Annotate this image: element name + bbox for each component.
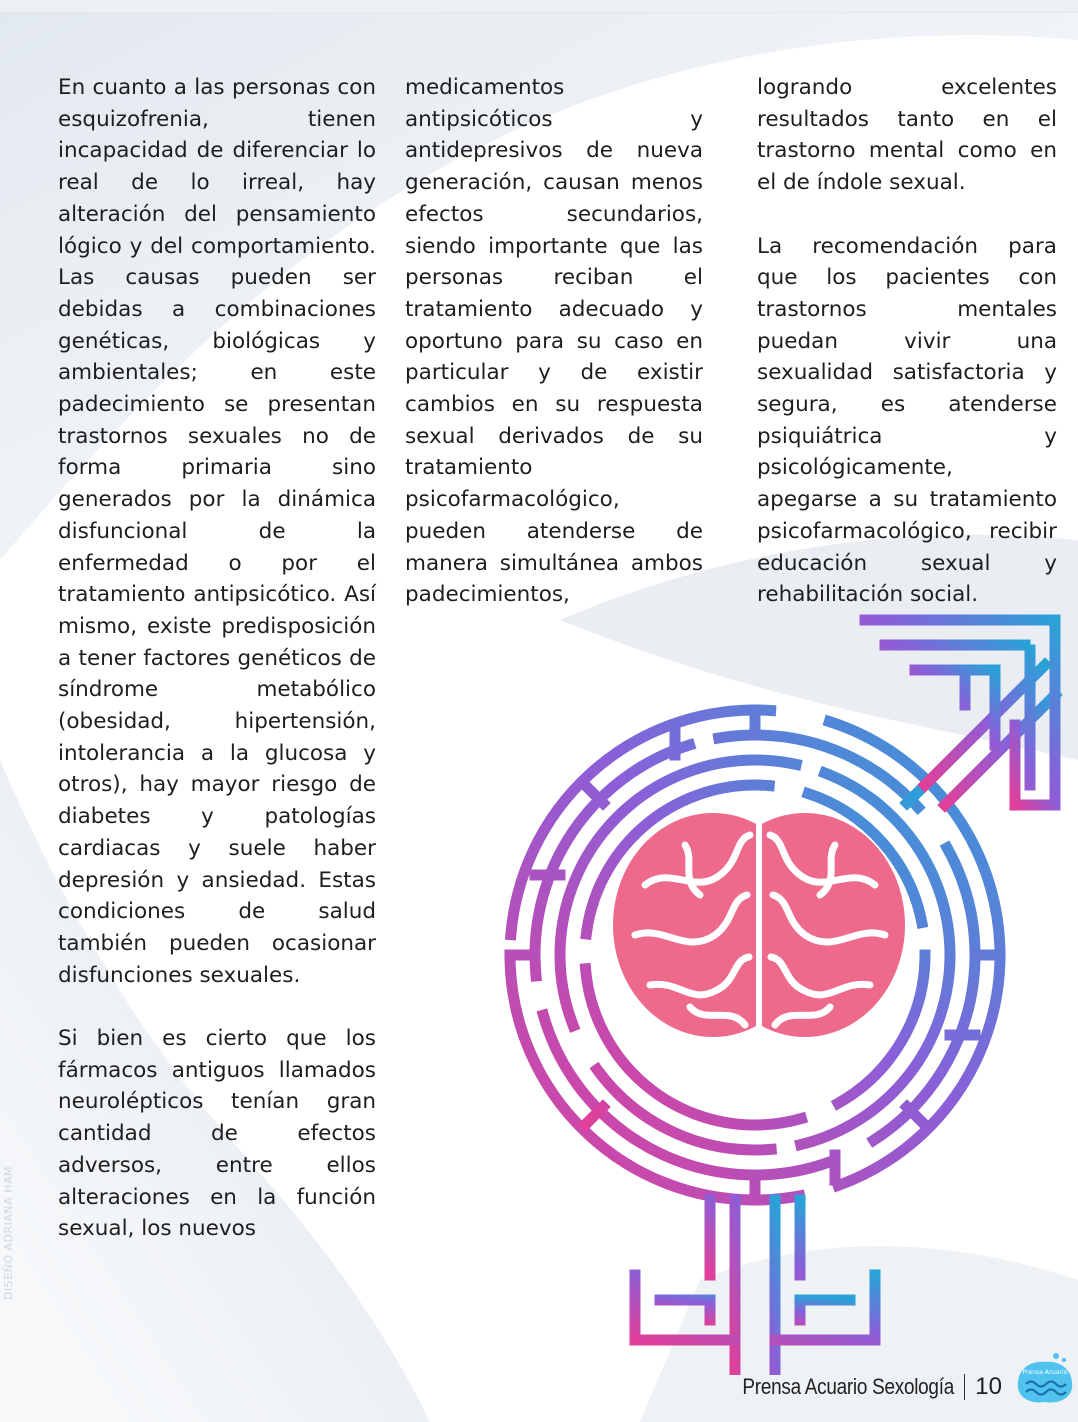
paragraph: En cuanto a las personas con esquizofrenia, tienen incapacidad de diferenciar lo real de lo irreal, hay alteración del pensamiento lógico y del comportamiento. Las causas pueden ser debidas a combinaciones genéticas, biológicas y ambientales; en este padecimiento se presentan trastornos sexuales no de forma primaria sino generados por la dinámica disfuncional de la enfermedad o por el tratamiento antipsicótico. Así mismo, existe predisposición a tener factores genéticos de síndrome metabólico (obesidad, hipertensión, intolerancia a la glucosa y otros), hay mayor riesgo de diabetes y patologías cardiacas y suele haber depresión y ansiedad. Estas condiciones de salud también pueden ocasionar disfunciones sexuales.: [58, 75, 376, 988]
logo-text: Prensa Acuario: [1022, 1369, 1068, 1376]
paragraph: logrando excelentes resultados tanto en el trastorno mental como en el de índole sexual.: [757, 75, 1057, 196]
page-number: 10: [975, 1373, 1002, 1400]
paragraph: Si bien es cierto que los fármacos antiguos llamados neurolépticos tenían gran cantidad de efectos adversos, entre ellos alteraciones en la función sexual, los nuevos: [58, 1026, 376, 1242]
text-column-3: [757, 72, 1057, 643]
footer-divider: [964, 1374, 965, 1400]
text-column-2: [405, 72, 703, 643]
top-bar: [0, 0, 1078, 13]
gender-maze-symbol-icon: [455, 595, 1078, 1375]
prensa-acuario-logo-icon: [1012, 1350, 1078, 1406]
text-column-1: [58, 72, 376, 1277]
paragraph: La recomendación para que los pacientes con trastornos mentales puedan vivir una sexualidad satisfactoria y segura, es atenderse psiquiátrica y psicológicamente, apegarse a su tratamiento psicofarmacológico, recibir educación sexual y rehabilitación social.: [757, 233, 1057, 608]
publication-name: Prensa Acuario Sexología: [742, 1374, 955, 1399]
paragraph: medicamentos antipsicóticos y antidepresivos de nueva generación, causan menos efectos secundarios, siendo importante que las personas reciban el tratamiento adecuado y oportuno para su caso en particular y de existir cambios en su respuesta sexual derivados de su tratamiento psicofarmacológico, pueden atenderse de manera simultánea ambos padecimientos,: [405, 75, 703, 608]
design-credit: DISEÑO ADRIANA HAM: [2, 1166, 15, 1300]
page-footer: [708, 1370, 1002, 1404]
